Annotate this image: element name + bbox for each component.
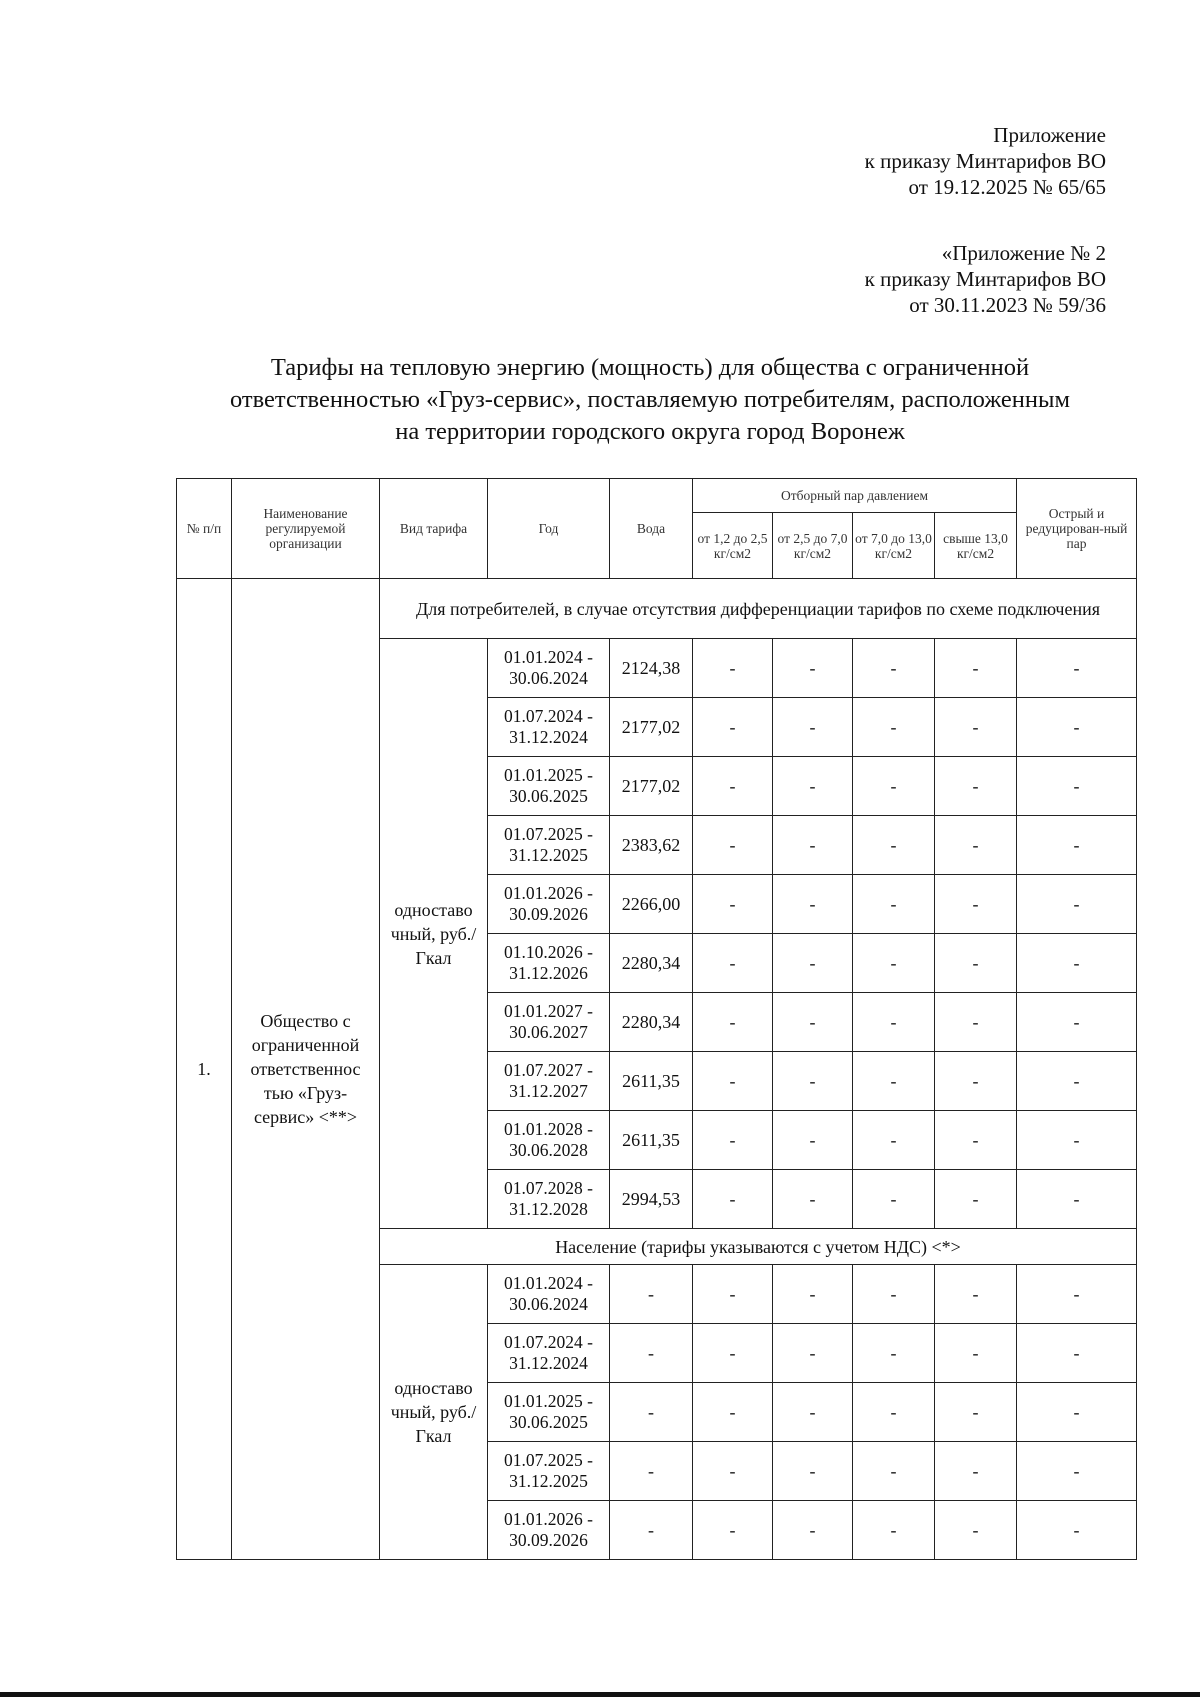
- sharp-steam-tariff: -: [1017, 1052, 1137, 1111]
- appendix-line: «Приложение № 2: [941, 241, 1106, 265]
- order-date-line: от 19.12.2025 № 65/65: [908, 175, 1106, 199]
- sharp-steam-tariff: -: [1017, 1383, 1137, 1442]
- steam-4-tariff: -: [935, 757, 1017, 816]
- period-start: 01.01.2027 -: [504, 1001, 593, 1021]
- period-cell: [488, 1111, 610, 1170]
- period-start: 01.01.2028 -: [504, 1119, 593, 1139]
- period-cell: [488, 1324, 610, 1383]
- steam-3-tariff: -: [853, 639, 935, 698]
- header-steam-3: от 7,0 до 13,0 кг/см2: [853, 513, 935, 579]
- steam-2-tariff: -: [773, 1442, 853, 1501]
- header-steam-1: от 1,2 до 2,5 кг/см2: [693, 513, 773, 579]
- steam-2-tariff: -: [773, 1111, 853, 1170]
- period-cell: [488, 993, 610, 1052]
- steam-4-tariff: -: [935, 875, 1017, 934]
- steam-2-tariff: -: [773, 1383, 853, 1442]
- header-steam-2: от 2,5 до 7,0 кг/см2: [773, 513, 853, 579]
- water-tariff: 2177,02: [610, 757, 693, 816]
- period-end: 31.12.2028: [509, 1199, 588, 1219]
- order-line: к приказу Минтарифов ВО: [864, 149, 1106, 173]
- period-end: 30.06.2025: [509, 786, 588, 806]
- period-end: 30.06.2025: [509, 1412, 588, 1432]
- period-start: 01.07.2025 -: [504, 824, 593, 844]
- water-tariff: -: [610, 1383, 693, 1442]
- water-tariff: -: [610, 1324, 693, 1383]
- steam-4-tariff: -: [935, 1324, 1017, 1383]
- steam-1-tariff: -: [693, 993, 773, 1052]
- steam-3-tariff: -: [853, 993, 935, 1052]
- water-tariff: -: [610, 1442, 693, 1501]
- steam-2-tariff: -: [773, 934, 853, 993]
- water-tariff: 2280,34: [610, 934, 693, 993]
- period-end: 31.12.2025: [509, 1471, 588, 1491]
- steam-3-tariff: -: [853, 1324, 935, 1383]
- period-cell: [488, 1170, 610, 1229]
- period-cell: [488, 934, 610, 993]
- period-cell: [488, 1052, 610, 1111]
- tariff-type: одноставо чный, руб./Гкал: [380, 639, 488, 1229]
- water-tariff: -: [610, 1265, 693, 1324]
- appendix-reference-current: [865, 122, 1106, 200]
- period-cell: [488, 875, 610, 934]
- steam-2-tariff: -: [773, 816, 853, 875]
- sharp-steam-tariff: -: [1017, 875, 1137, 934]
- period-end: 31.12.2026: [509, 963, 588, 983]
- header-steam-4: свыше 13,0 кг/см2: [935, 513, 1017, 579]
- steam-2-tariff: -: [773, 993, 853, 1052]
- steam-3-tariff: -: [853, 1501, 935, 1560]
- water-tariff: -: [610, 1501, 693, 1560]
- steam-3-tariff: -: [853, 1383, 935, 1442]
- period-start: 01.07.2024 -: [504, 1332, 593, 1352]
- steam-4-tariff: -: [935, 1383, 1017, 1442]
- period-cell: [488, 1383, 610, 1442]
- steam-1-tariff: -: [693, 875, 773, 934]
- document-title: [150, 352, 1150, 448]
- steam-1-tariff: -: [693, 639, 773, 698]
- period-start: 01.07.2025 -: [504, 1450, 593, 1470]
- water-tariff: 2611,35: [610, 1052, 693, 1111]
- steam-1-tariff: -: [693, 757, 773, 816]
- water-tariff: 2177,02: [610, 698, 693, 757]
- sharp-steam-tariff: -: [1017, 1442, 1137, 1501]
- steam-4-tariff: -: [935, 698, 1017, 757]
- steam-3-tariff: -: [853, 1265, 935, 1324]
- steam-3-tariff: -: [853, 1442, 935, 1501]
- steam-4-tariff: -: [935, 1442, 1017, 1501]
- tariff-type: одноставо чный, руб./Гкал: [380, 1265, 488, 1560]
- sharp-steam-tariff: -: [1017, 1111, 1137, 1170]
- period-end: 31.12.2027: [509, 1081, 588, 1101]
- header-org: Наименование регулируемой организации: [232, 479, 380, 579]
- steam-4-tariff: -: [935, 1111, 1017, 1170]
- consumer-group-title: Население (тарифы указываются с учетом НДС) <*>: [380, 1229, 1137, 1265]
- steam-3-tariff: -: [853, 875, 935, 934]
- period-end: 30.06.2027: [509, 1022, 588, 1042]
- water-tariff: 2266,00: [610, 875, 693, 934]
- title-line: ответственностью «Груз-сервис», поставляемую потребителям, расположенным: [230, 386, 1070, 413]
- steam-4-tariff: -: [935, 639, 1017, 698]
- period-start: 01.01.2026 -: [504, 883, 593, 903]
- steam-2-tariff: -: [773, 1324, 853, 1383]
- sharp-steam-tariff: -: [1017, 1265, 1137, 1324]
- steam-1-tariff: -: [693, 1442, 773, 1501]
- steam-2-tariff: -: [773, 1265, 853, 1324]
- appendix-reference-original: [865, 240, 1106, 318]
- steam-2-tariff: -: [773, 875, 853, 934]
- steam-3-tariff: -: [853, 1052, 935, 1111]
- steam-4-tariff: -: [935, 934, 1017, 993]
- table-body: [177, 579, 1137, 1560]
- steam-2-tariff: -: [773, 1052, 853, 1111]
- header-num: № п/п: [177, 479, 232, 579]
- steam-4-tariff: -: [935, 1501, 1017, 1560]
- period-end: 30.09.2026: [509, 1530, 588, 1550]
- steam-4-tariff: -: [935, 993, 1017, 1052]
- organization-name: Общество с ограниченной ответственнос тью «Груз-сервис» <**>: [232, 579, 380, 1560]
- title-line: Тарифы на тепловую энергию (мощность) для общества с ограниченной: [270, 354, 1030, 381]
- period-cell: [488, 1442, 610, 1501]
- steam-3-tariff: -: [853, 1170, 935, 1229]
- steam-4-tariff: -: [935, 1170, 1017, 1229]
- steam-1-tariff: -: [693, 1170, 773, 1229]
- steam-1-tariff: -: [693, 1383, 773, 1442]
- group-header-row: [177, 579, 1137, 639]
- steam-1-tariff: -: [693, 816, 773, 875]
- header-tariff-type: Вид тарифа: [380, 479, 488, 579]
- steam-1-tariff: -: [693, 1265, 773, 1324]
- period-cell: [488, 757, 610, 816]
- order-date-line: от 30.11.2023 № 59/36: [909, 293, 1106, 317]
- water-tariff: 2994,53: [610, 1170, 693, 1229]
- period-start: 01.01.2024 -: [504, 647, 593, 667]
- steam-2-tariff: -: [773, 1501, 853, 1560]
- order-line: к приказу Минтарифов ВО: [864, 267, 1106, 291]
- water-tariff: 2383,62: [610, 816, 693, 875]
- sharp-steam-tariff: -: [1017, 816, 1137, 875]
- steam-1-tariff: -: [693, 1501, 773, 1560]
- period-cell: [488, 1501, 610, 1560]
- steam-4-tariff: -: [935, 1265, 1017, 1324]
- period-end: 30.06.2024: [509, 1294, 588, 1314]
- period-cell: [488, 816, 610, 875]
- sharp-steam-tariff: -: [1017, 1501, 1137, 1560]
- steam-3-tariff: -: [853, 816, 935, 875]
- row-number: 1.: [177, 579, 232, 1560]
- water-tariff: 2611,35: [610, 1111, 693, 1170]
- sharp-steam-tariff: -: [1017, 1324, 1137, 1383]
- steam-2-tariff: -: [773, 639, 853, 698]
- steam-1-tariff: -: [693, 698, 773, 757]
- sharp-steam-tariff: -: [1017, 1170, 1137, 1229]
- steam-1-tariff: -: [693, 1324, 773, 1383]
- steam-2-tariff: -: [773, 1170, 853, 1229]
- sharp-steam-tariff: -: [1017, 993, 1137, 1052]
- period-end: 30.06.2028: [509, 1140, 588, 1160]
- title-line: на территории городского округа город Воронеж: [395, 418, 905, 445]
- steam-4-tariff: -: [935, 1052, 1017, 1111]
- period-start: 01.07.2024 -: [504, 706, 593, 726]
- steam-2-tariff: -: [773, 757, 853, 816]
- header-steam-group: Отборный пар давлением: [693, 479, 1017, 513]
- period-start: 01.07.2027 -: [504, 1060, 593, 1080]
- period-end: 30.09.2026: [509, 904, 588, 924]
- period-start: 01.01.2026 -: [504, 1509, 593, 1529]
- period-cell: [488, 1265, 610, 1324]
- sharp-steam-tariff: -: [1017, 639, 1137, 698]
- sharp-steam-tariff: -: [1017, 698, 1137, 757]
- period-start: 01.01.2025 -: [504, 765, 593, 785]
- steam-1-tariff: -: [693, 1052, 773, 1111]
- steam-1-tariff: -: [693, 934, 773, 993]
- consumer-group-title: Для потребителей, в случае отсутствия дифференциации тарифов по схеме подключения: [380, 579, 1137, 639]
- header-year: Год: [488, 479, 610, 579]
- steam-3-tariff: -: [853, 757, 935, 816]
- period-cell: [488, 698, 610, 757]
- tariff-table: [176, 478, 1137, 1560]
- steam-3-tariff: -: [853, 1111, 935, 1170]
- period-start: 01.01.2025 -: [504, 1391, 593, 1411]
- steam-4-tariff: -: [935, 816, 1017, 875]
- sharp-steam-tariff: -: [1017, 757, 1137, 816]
- header-water: Вода: [610, 479, 693, 579]
- steam-3-tariff: -: [853, 934, 935, 993]
- period-end: 31.12.2025: [509, 845, 588, 865]
- period-cell: [488, 639, 610, 698]
- steam-2-tariff: -: [773, 698, 853, 757]
- water-tariff: 2124,38: [610, 639, 693, 698]
- table-header: [177, 479, 1137, 579]
- header-sharp-steam: Острый и редуцирован-ный пар: [1017, 479, 1137, 579]
- appendix-line: Приложение: [993, 123, 1106, 147]
- period-start: 01.07.2028 -: [504, 1178, 593, 1198]
- period-start: 01.01.2024 -: [504, 1273, 593, 1293]
- period-end: 31.12.2024: [509, 727, 588, 747]
- water-tariff: 2280,34: [610, 993, 693, 1052]
- steam-1-tariff: -: [693, 1111, 773, 1170]
- period-end: 30.06.2024: [509, 668, 588, 688]
- period-start: 01.10.2026 -: [504, 942, 593, 962]
- period-end: 31.12.2024: [509, 1353, 588, 1373]
- steam-3-tariff: -: [853, 698, 935, 757]
- scan-edge: [0, 1692, 1200, 1697]
- sharp-steam-tariff: -: [1017, 934, 1137, 993]
